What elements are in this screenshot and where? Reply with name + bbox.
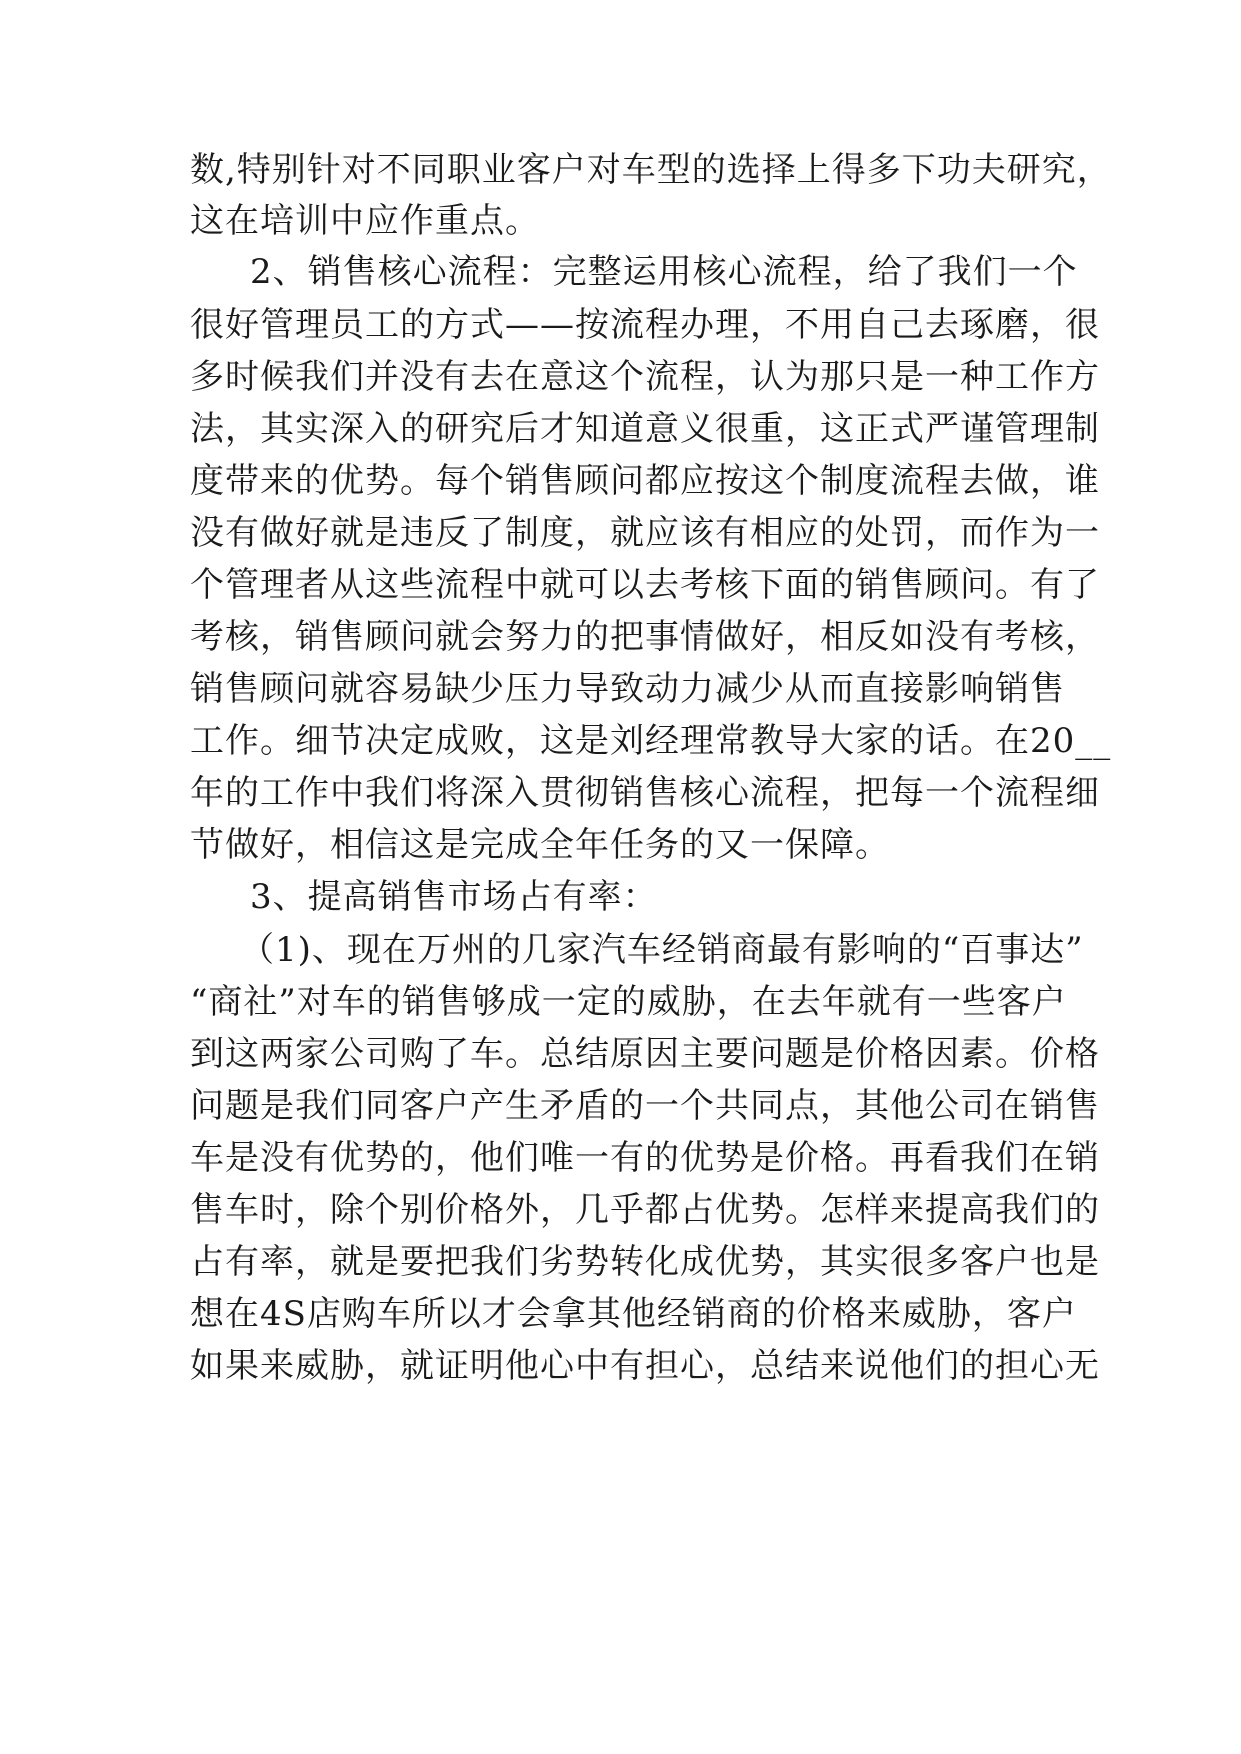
text-line: 占有率，就是要把我们劣势转化成优势，其实很多客户也是	[190, 1242, 1100, 1282]
paragraph-3-heading: 3、提高销售市场占有率：	[250, 877, 658, 917]
text-line: 销售顾问就容易缺少压力导致动力减少从而直接影响销售	[190, 669, 1065, 709]
text-line: 数,特别针对不同职业客户对车型的选择上得多下功夫研究，	[190, 150, 1112, 190]
text-line: 法，其实深入的研究后才知道意义很重，这正式严谨管理制	[190, 409, 1100, 449]
text-line: 到这两家公司购了车。总结原因主要问题是价格因素。价格	[190, 1034, 1100, 1074]
text-line: 考核，销售顾问就会努力的把事情做好，相反如没有考核，	[190, 617, 1100, 657]
text-line: 个管理者从这些流程中就可以去考核下面的销售顾问。有了	[190, 565, 1100, 605]
text-line: 工作。细节决定成败，这是刘经理常教导大家的话。在20__	[190, 721, 1112, 761]
text-line: 这在培训中应作重点。	[190, 201, 540, 241]
text-line: 没有做好就是违反了制度，就应该有相应的处罚，而作为一	[190, 513, 1100, 553]
text-line: 很好管理员工的方式——按流程办理，不用自己去琢磨，很	[190, 305, 1100, 345]
text-line: 售车时，除个别价格外，几乎都占优势。怎样来提高我们的	[190, 1190, 1100, 1230]
paragraph-3-1-start: （1)、现在万州的几家汽车经销商最有影响的“百事达”	[240, 930, 1084, 970]
text-line: “商社”对车的销售够成一定的威胁，在去年就有一些客户	[190, 982, 1067, 1022]
text-line: 想在4S店购车所以才会拿其他经销商的价格来威胁，客户	[190, 1294, 1077, 1334]
text-line: 如果来威胁，就证明他心中有担心，总结来说他们的担心无	[190, 1346, 1100, 1386]
text-line: 车是没有优势的，他们唯一有的优势是价格。再看我们在销	[190, 1138, 1100, 1178]
text-line: 节做好，相信这是完成全年任务的又一保障。	[190, 825, 890, 865]
paragraph-2-heading: 2、销售核心流程：完整运用核心流程，给了我们一个	[250, 252, 1078, 292]
text-line: 年的工作中我们将深入贯彻销售核心流程，把每一个流程细	[190, 773, 1100, 813]
text-line: 多时候我们并没有去在意这个流程，认为那只是一种工作方	[190, 357, 1100, 397]
text-line: 度带来的优势。每个销售顾问都应按这个制度流程去做，谁	[190, 461, 1100, 501]
text-line: 问题是我们同客户产生矛盾的一个共同点，其他公司在销售	[190, 1086, 1100, 1126]
